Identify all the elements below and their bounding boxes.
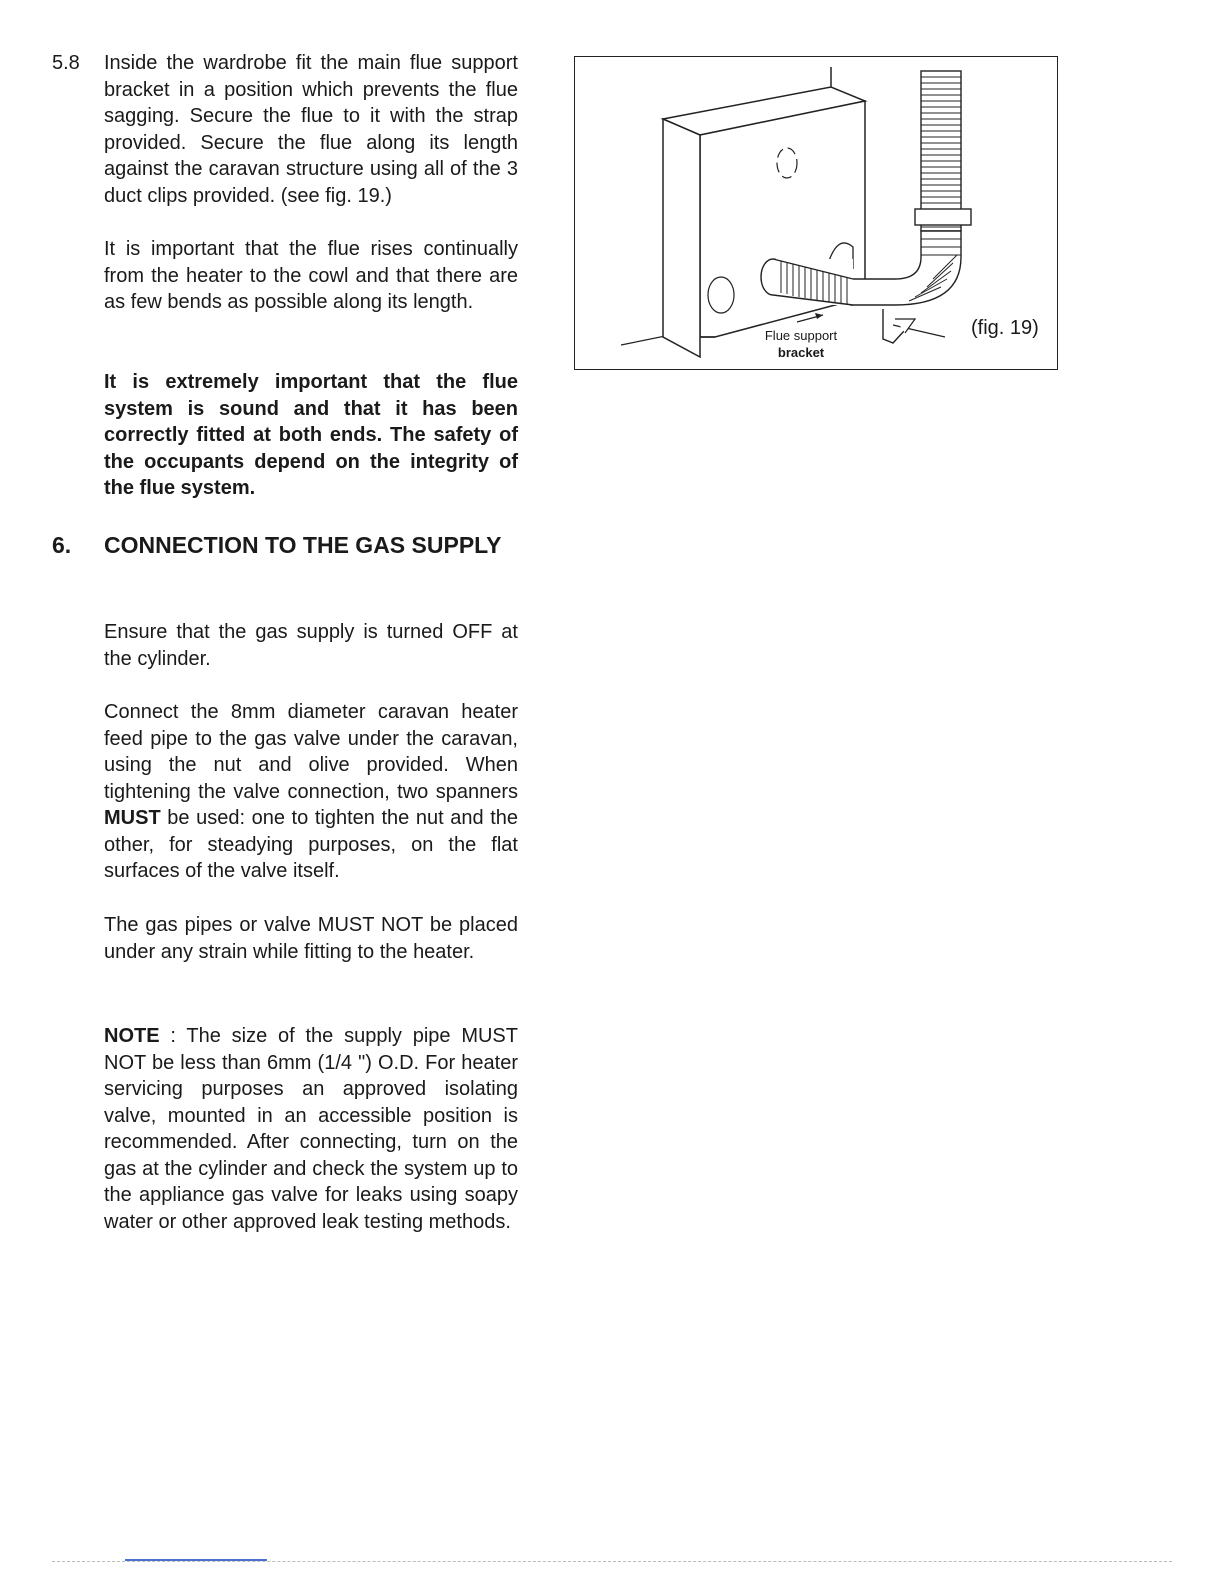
label-line: bracket	[777, 345, 825, 360]
safety-warning: It is extremely important that the flue system is sound and that it has been correctly fitted at both ends. The safety of the occupants depend on the integrity of the flue system.	[104, 371, 518, 499]
section-6-note	[104, 1023, 518, 1235]
figure-caption: (fig. 19)	[971, 317, 1039, 339]
paragraph-text: be used: one to tighten the nut and the other, for steadying purposes, on the flat surfaces of the valve itself.	[104, 807, 518, 882]
section-5-8-paragraph-2: It is important that the flue rises continually from the heater to the cowl and that there are as few bends as possible along its length.	[104, 238, 518, 313]
section-6-paragraph-1: Ensure that the gas supply is turned OFF at the cylinder.	[104, 621, 518, 670]
section-number: 6.	[52, 532, 72, 558]
section-6-paragraph-2	[104, 699, 518, 885]
emphasis-text: MUST	[104, 807, 161, 829]
section-5-8-paragraph-1: Inside the wardrobe fit the main flue support bracket in a position which prevents the flue sagging. Secure the flue to it with the strap provided. Secure the flue along its length against the caravan structure using all of the 3 duct clips provided. (see fig. 19.)	[104, 52, 518, 207]
figure-19	[574, 56, 1058, 370]
note-text: : The size of the supply pipe MUST NOT be less than 6mm (1/4 ") O.D. For heater servicing purposes an approved isolating valve, mounted in an accessible position is recommended. After connecting, turn on the gas at the cylinder and check the system up to the appliance gas valve for leaks using soapy water or other approved leak testing methods.	[104, 1025, 518, 1233]
footer-divider	[52, 1561, 1172, 1562]
footer-accent-bar	[125, 1559, 267, 1561]
label-line: Flue support	[764, 328, 838, 343]
section-6-paragraph-3: The gas pipes or valve MUST NOT be placed under any strain while fitting to the heater.	[104, 914, 518, 963]
paragraph-text: Connect the 8mm diameter caravan heater feed pipe to the gas valve under the caravan, using the nut and olive provided. When tightening the valve connection, two spanners	[104, 701, 518, 803]
flue-support-bracket-label	[751, 327, 851, 361]
section-number: 5.8	[52, 52, 80, 74]
section-heading: CONNECTION TO THE GAS SUPPLY	[104, 532, 502, 558]
note-label: NOTE	[104, 1025, 160, 1047]
